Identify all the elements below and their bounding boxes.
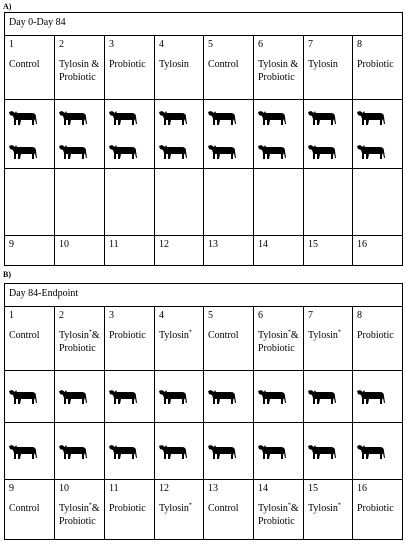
pen-cell (55, 236, 105, 266)
pen-number: 11 (109, 239, 119, 250)
pen-number: 7 (308, 39, 313, 50)
pen-treatment: Control (208, 59, 239, 70)
cow-cell (204, 371, 254, 423)
cow-cell (353, 371, 403, 423)
cow-cell (304, 371, 353, 423)
cow-icon (207, 388, 237, 405)
pen-number: 1 (9, 39, 14, 50)
pen-cell (353, 236, 403, 266)
pen-treatment: Probiotic (109, 330, 146, 341)
cow-cell (304, 423, 353, 480)
pen-treatment: Tylosin*& Probiotic (258, 329, 299, 354)
pen-number: 6 (258, 39, 263, 50)
cow-icon (58, 443, 88, 460)
pen-cell (155, 480, 204, 540)
pen-cell (304, 480, 353, 540)
pen-cell (204, 236, 254, 266)
pen-cell (353, 480, 403, 540)
cow-icon (108, 443, 138, 460)
pen-number: 3 (109, 310, 114, 321)
empty-pen-cell (304, 169, 353, 236)
cow-icon (108, 143, 138, 160)
pen-treatment: Control (9, 330, 40, 341)
cow-cell (353, 423, 403, 480)
cow-icon (257, 143, 287, 160)
cow-icon (158, 388, 188, 405)
empty-pen-cell (5, 169, 55, 236)
pen-cell (304, 307, 353, 371)
pen-number: 13 (208, 483, 218, 494)
pen-treatment: Probiotic (357, 59, 394, 70)
pen-number: 13 (208, 239, 218, 250)
cow-cell (55, 423, 105, 480)
pen-number: 14 (258, 239, 268, 250)
pen-cell (105, 307, 155, 371)
empty-pen-cell (254, 169, 304, 236)
cow-icon (356, 143, 386, 160)
panel-b-label: B) (3, 270, 11, 279)
cow-cell (304, 100, 353, 169)
pen-cell (55, 307, 105, 371)
pen-number: 6 (258, 310, 263, 321)
cow-icon (307, 109, 337, 126)
cow-icon (58, 143, 88, 160)
pen-cell (55, 480, 105, 540)
cow-icon (58, 109, 88, 126)
pen-treatment: Tylosin & Probiotic (59, 59, 100, 83)
pen-number: 10 (59, 483, 69, 494)
cow-icon (307, 388, 337, 405)
pen-cell (5, 236, 55, 266)
pen-cell (105, 480, 155, 540)
pen-treatment: Control (9, 59, 40, 70)
cow-icon (158, 143, 188, 160)
pen-cell (353, 307, 403, 371)
cow-cell (204, 100, 254, 169)
cow-cell (105, 100, 155, 169)
pen-number: 11 (109, 483, 119, 494)
pen-cell (55, 36, 105, 100)
empty-pen-cell (55, 169, 105, 236)
panel-b-grid (4, 283, 403, 540)
cow-icon (158, 109, 188, 126)
pen-cell (353, 36, 403, 100)
pen-cell (105, 236, 155, 266)
cow-cell (5, 371, 55, 423)
pen-number: 2 (59, 39, 64, 50)
pen-number: 5 (208, 39, 213, 50)
cow-icon (108, 109, 138, 126)
pen-number: 10 (59, 239, 69, 250)
cow-icon (58, 388, 88, 405)
cow-icon (207, 143, 237, 160)
empty-pen-cell (204, 169, 254, 236)
pen-number: 8 (357, 39, 362, 50)
pen-number: 12 (159, 239, 169, 250)
pen-number: 2 (59, 310, 64, 321)
cow-cell (155, 423, 204, 480)
pen-treatment: Tylosin* (159, 329, 192, 341)
pen-cell (155, 236, 204, 266)
pen-treatment: Probiotic (357, 330, 394, 341)
pen-number: 14 (258, 483, 268, 494)
cow-cell (155, 371, 204, 423)
pen-number: 9 (9, 483, 14, 494)
cow-cell (254, 423, 304, 480)
cow-icon (356, 388, 386, 405)
pen-number: 4 (159, 39, 164, 50)
pen-cell (254, 236, 304, 266)
pen-treatment: Tylosin*& Probiotic (59, 502, 100, 527)
pen-cell (254, 307, 304, 371)
cow-icon (207, 443, 237, 460)
pen-cell (204, 36, 254, 100)
cow-icon (257, 388, 287, 405)
pen-cell (155, 307, 204, 371)
pen-cell (105, 36, 155, 100)
panel-a-cow-row (5, 100, 403, 169)
pen-number: 8 (357, 310, 362, 321)
panel-b-cow-row-1 (5, 371, 403, 423)
cow-cell (5, 423, 55, 480)
pen-treatment: Tylosin*& Probiotic (59, 329, 100, 354)
pen-number: 15 (308, 483, 318, 494)
pen-number: 12 (159, 483, 169, 494)
pen-treatment: Tylosin* (159, 502, 192, 514)
pen-number: 7 (308, 310, 313, 321)
pen-treatment: Probiotic (109, 59, 146, 70)
cow-icon (307, 443, 337, 460)
cow-icon (356, 109, 386, 126)
cow-cell (254, 371, 304, 423)
pen-treatment: Control (9, 503, 40, 514)
cow-icon (307, 143, 337, 160)
cow-icon (356, 443, 386, 460)
pen-cell (204, 480, 254, 540)
pen-cell (254, 480, 304, 540)
pen-number: 16 (357, 483, 367, 494)
cow-icon (8, 143, 38, 160)
pen-treatment: Tylosin (308, 59, 338, 70)
cow-icon (8, 443, 38, 460)
panel-b-cow-row-2 (5, 423, 403, 480)
empty-pen-cell (353, 169, 403, 236)
empty-pen-cell (105, 169, 155, 236)
pen-treatment: Control (208, 503, 239, 514)
pen-treatment: Tylosin*& Probiotic (258, 502, 299, 527)
pen-cell (204, 307, 254, 371)
pen-treatment: Probiotic (109, 503, 146, 514)
pen-treatment: Tylosin & Probiotic (258, 59, 299, 83)
cow-cell (55, 371, 105, 423)
panel-a-pen-row-top (5, 36, 403, 100)
pen-cell (5, 36, 55, 100)
cow-cell (5, 100, 55, 169)
cow-cell (105, 423, 155, 480)
cow-icon (207, 109, 237, 126)
pen-treatment: Control (208, 330, 239, 341)
cow-cell (254, 100, 304, 169)
cow-icon (257, 109, 287, 126)
cow-cell (105, 371, 155, 423)
pen-treatment: Tylosin (159, 59, 189, 70)
pen-cell (155, 36, 204, 100)
pen-number: 9 (9, 239, 14, 250)
cow-cell (155, 100, 204, 169)
pen-treatment: Probiotic (357, 503, 394, 514)
cow-icon (8, 109, 38, 126)
panel-b-pen-row-top (5, 307, 403, 371)
panel-a-empty-row (5, 169, 403, 236)
pen-cell (304, 236, 353, 266)
panel-a-title: Day 0-Day 84 (5, 13, 403, 36)
pen-cell (254, 36, 304, 100)
cow-icon (257, 443, 287, 460)
cow-cell (353, 100, 403, 169)
pen-number: 5 (208, 310, 213, 321)
pen-number: 3 (109, 39, 114, 50)
panel-a-grid (4, 12, 403, 266)
pen-number: 16 (357, 239, 367, 250)
cow-icon (158, 443, 188, 460)
cow-cell (55, 100, 105, 169)
pen-number: 1 (9, 310, 14, 321)
panel-b-pen-row-bottom (5, 480, 403, 540)
cow-icon (8, 388, 38, 405)
pen-cell (5, 480, 55, 540)
pen-number: 15 (308, 239, 318, 250)
pen-treatment: Tylosin* (308, 329, 341, 341)
pen-number: 4 (159, 310, 164, 321)
cow-icon (108, 388, 138, 405)
pen-cell (304, 36, 353, 100)
empty-pen-cell (155, 169, 204, 236)
panel-a-pen-row-bottom (5, 236, 403, 266)
panel-a-label: A) (3, 2, 12, 11)
pen-cell (5, 307, 55, 371)
pen-treatment: Tylosin* (308, 502, 341, 514)
panel-b-title: Day 84-Endpoint (5, 284, 403, 307)
cow-cell (204, 423, 254, 480)
